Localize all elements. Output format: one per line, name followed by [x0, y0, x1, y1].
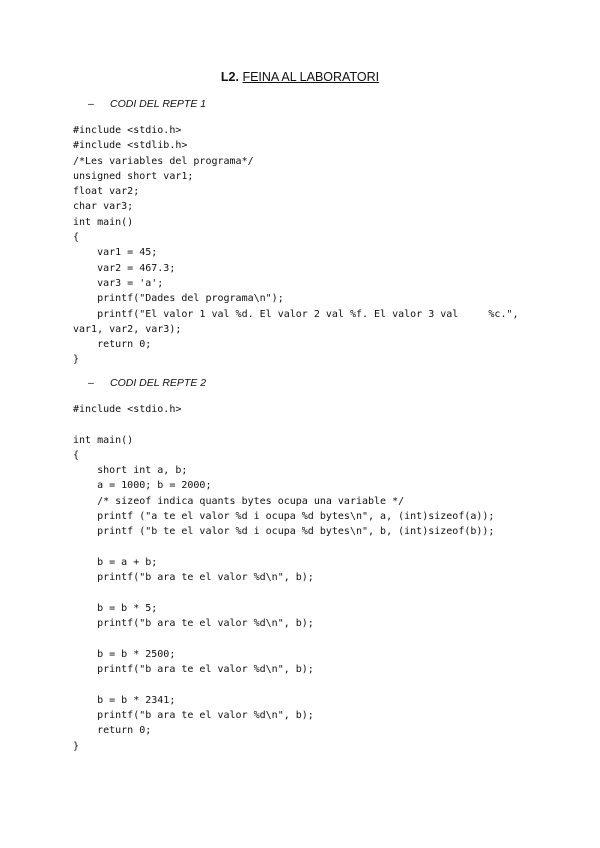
code-line [73, 586, 494, 601]
code-line: printf ("a te el valor %d i ocupa %d bytes\n", a, (int)sizeof(a)); [73, 511, 495, 523]
code-line: short int a, b; [73, 465, 188, 477]
code-line: var1 = 45; [73, 247, 158, 259]
title-text: FEINA AL LABORATORI [242, 70, 380, 84]
code-line: b = a + b; [73, 556, 158, 568]
code-line: int main() [73, 216, 134, 228]
page-title [0, 70, 600, 84]
code-line: unsigned short var1; [73, 170, 194, 182]
code-block-repte-2 [73, 402, 494, 754]
code-line: printf("El valor 1 val %d. El valor 2 val %f. El valor 3 val %c.", [73, 308, 519, 320]
code-line: #include <stdio.h> [73, 125, 182, 136]
code-line: a = 1000; b = 2000; [73, 480, 212, 492]
bullet-dash: – [88, 98, 94, 110]
code-line: #include <stdio.h> [73, 404, 182, 415]
code-line [73, 417, 494, 432]
code-line: b = b * 5; [73, 602, 158, 614]
code-line: var3 = 'a'; [73, 277, 164, 289]
section-label: CODI DEL REPTE 2 [110, 377, 207, 389]
code-line: return 0; [73, 339, 152, 351]
code-line: printf("Dades del programa\n"); [73, 293, 284, 305]
code-line [73, 540, 494, 555]
code-line: b = b * 2500; [73, 648, 176, 660]
code-line: int main() [73, 434, 134, 446]
code-line: b = b * 2341; [73, 694, 176, 706]
code-line: { [73, 449, 80, 461]
code-line: printf("b ara te el valor %d\n", b); [73, 664, 314, 676]
code-line: printf ("b te el valor %d i ocupa %d bytes\n", b, (int)sizeof(b)); [73, 526, 495, 538]
section-label: CODI DEL REPTE 1 [110, 98, 207, 110]
code-line: var2 = 467.3; [73, 262, 176, 274]
code-line: var1, var2, var3); [73, 323, 182, 335]
code-line: printf("b ara te el valor %d\n", b); [73, 709, 314, 721]
code-line: #include <stdlib.h> [73, 140, 188, 152]
code-block-repte-1 [73, 123, 519, 368]
code-line [73, 677, 494, 692]
bullet-dash: – [88, 377, 94, 389]
code-line: /* sizeof indica quants bytes ocupa una variable */ [73, 495, 405, 507]
code-line: printf("b ara te el valor %d\n", b); [73, 618, 314, 630]
code-line: } [73, 740, 80, 752]
code-line [73, 631, 494, 646]
title-number: L2. [220, 70, 239, 84]
code-line: { [73, 232, 80, 244]
code-line: char var3; [73, 201, 134, 213]
section-heading-repte-2 [88, 377, 206, 389]
code-line: } [73, 354, 80, 366]
code-line: /*Les variables del programa*/ [73, 155, 254, 167]
code-line: return 0; [73, 725, 152, 737]
section-heading-repte-1 [88, 98, 206, 110]
code-line: float var2; [73, 186, 140, 198]
code-line: printf("b ara te el valor %d\n", b); [73, 572, 314, 584]
